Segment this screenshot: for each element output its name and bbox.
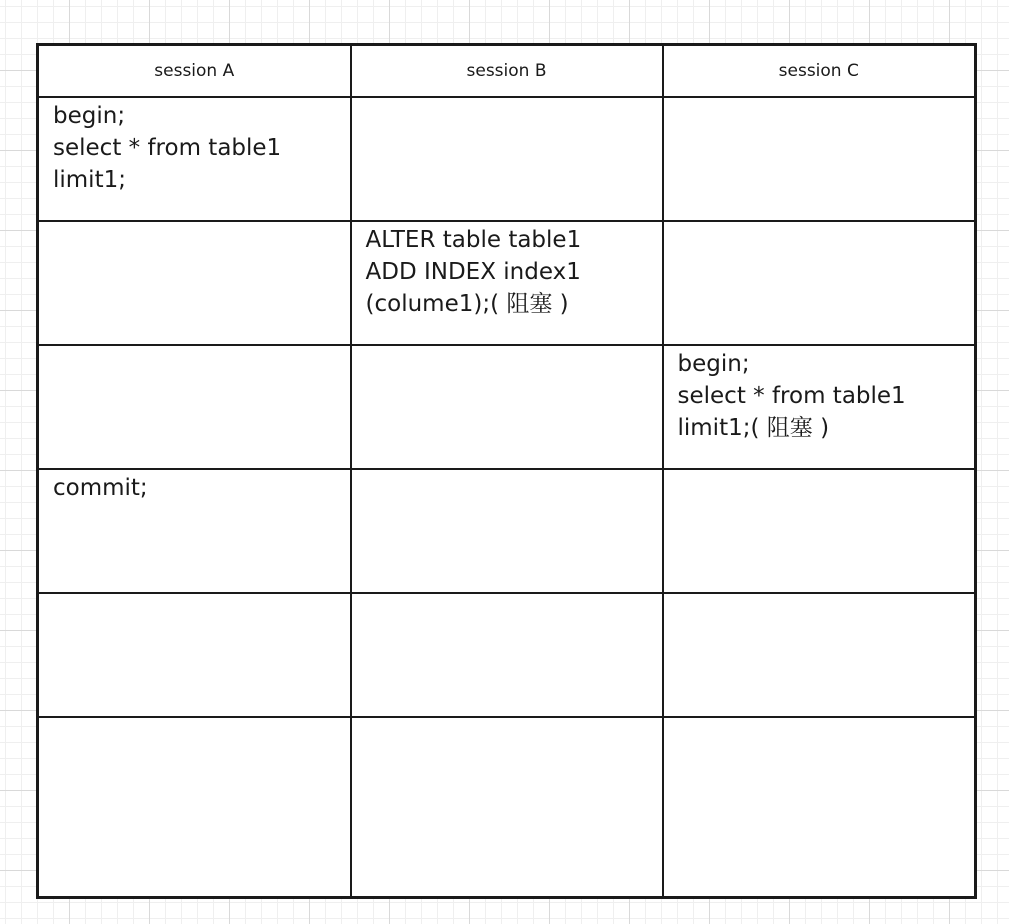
sql-statement: [352, 594, 662, 596]
cell-session-c: [663, 593, 976, 717]
sql-statement: ALTER table table1 ADD INDEX index1 (colume1);( 阻塞 ): [365, 227, 582, 317]
cell-session-c: [663, 345, 976, 469]
sql-statement: [39, 222, 350, 224]
timeline-row-6: [38, 717, 976, 898]
cell-session-a: [38, 593, 351, 717]
cell-session-c: [663, 717, 976, 898]
timeline-row-4: [38, 469, 976, 593]
header-row: [38, 45, 976, 98]
sql-statement: [664, 594, 975, 596]
header-session-c: session C: [663, 45, 976, 98]
cell-session-c: [663, 469, 976, 593]
sql-statement: [352, 346, 662, 348]
cell-session-a: [38, 97, 351, 221]
cell-session-a: [38, 221, 351, 345]
timeline-row-1: [38, 97, 976, 221]
sql-statement: [664, 718, 975, 720]
cell-session-b: [351, 97, 663, 221]
cell-session-b: [351, 221, 663, 345]
header-session-a: session A: [38, 45, 351, 98]
cell-session-a: [38, 345, 351, 469]
cell-session-a: [38, 469, 351, 593]
cell-session-a: [38, 717, 351, 898]
timeline-row-3: [38, 345, 976, 469]
timeline-row-2: [38, 221, 976, 345]
timeline-row-5: [38, 593, 976, 717]
cell-session-c: [663, 221, 976, 345]
sql-statement: commit;: [53, 475, 148, 501]
session-timeline-table: [36, 43, 977, 899]
cell-session-b: [351, 345, 663, 469]
cell-session-b: [351, 717, 663, 898]
sql-statement: [664, 98, 975, 100]
sql-statement: [352, 98, 662, 100]
cell-session-b: [351, 469, 663, 593]
sql-statement: [39, 718, 350, 720]
sql-statement: begin; select * from table1 limit1;: [53, 103, 282, 193]
sql-statement: [664, 470, 975, 472]
sql-statement: [664, 222, 975, 224]
sql-statement: [352, 470, 662, 472]
cell-session-b: [351, 593, 663, 717]
cell-session-c: [663, 97, 976, 221]
sql-statement: [352, 718, 662, 720]
sql-statement: [39, 594, 350, 596]
sql-statement: begin; select * from table1 limit1;( 阻塞 ): [677, 351, 906, 441]
sql-statement: [39, 346, 350, 348]
header-session-b: session B: [351, 45, 663, 98]
